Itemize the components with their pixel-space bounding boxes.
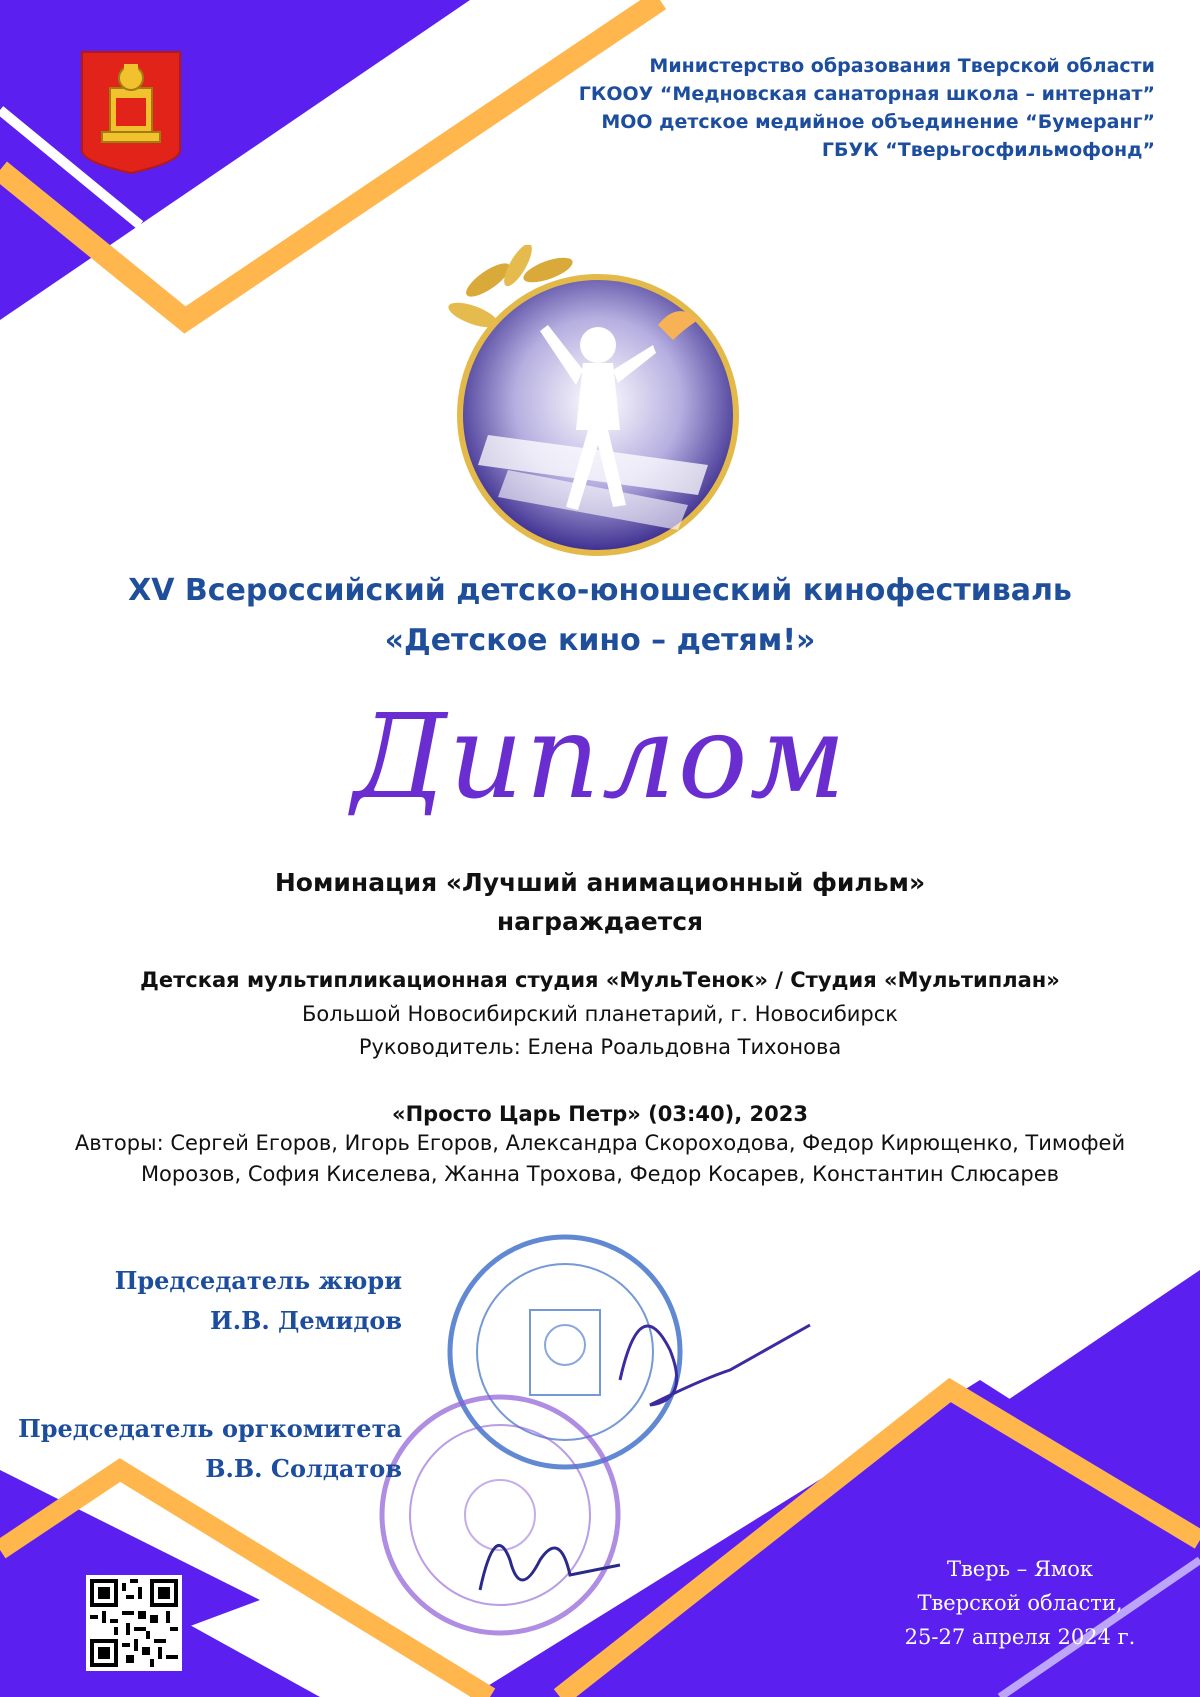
organization-line: ГКООУ “Медновская санаторная школа – интернат”	[578, 83, 1155, 105]
institution: Большой Новосибирский планетарий, г. Новосибирск	[302, 1002, 898, 1026]
festival-logo-icon	[448, 245, 758, 565]
supervisor: Руководитель: Елена Роальдовна Тихонова	[358, 1035, 842, 1059]
place-line1: Тверь – Ямок	[946, 1557, 1094, 1581]
place-line2: Тверской области,	[917, 1591, 1123, 1615]
film-title: «Просто Царь Петр» (03:40), 2023	[392, 1102, 808, 1126]
nomination: Номинация «Лучший анимационный фильм»	[274, 868, 926, 897]
tver-coat-of-arms-icon	[80, 50, 182, 175]
jury-signature	[620, 1325, 810, 1405]
event-dates: 25-27 апреля 2024 г.	[904, 1625, 1136, 1649]
diploma-title: Диплом	[352, 690, 848, 825]
authors-line1: Авторы: Сергей Егоров, Игорь Егоров, Александра Скороходова, Федор Кирющенко, Тимофей	[74, 1131, 1126, 1155]
jury-chair-name: И.В. Демидов	[210, 1306, 402, 1335]
stamps-and-signatures	[370, 1230, 830, 1650]
qr-code-icon[interactable]	[86, 1575, 182, 1671]
festival-title-line2: «Детское кино – детям!»	[384, 623, 816, 658]
place-and-date	[870, 1552, 1170, 1654]
awarded-label: награждается	[496, 907, 704, 936]
blue-stamp	[450, 1237, 680, 1467]
organizations-list	[455, 52, 1155, 164]
jury-chair-title: Председатель жюри	[114, 1266, 402, 1295]
organization-line: МОО детское медийное объединение “Бумеранг”	[601, 111, 1155, 133]
organization-line: Министерство образования Тверской области	[649, 55, 1155, 77]
purple-stamp	[382, 1397, 618, 1633]
organization-line: ГБУК “Тверьгосфильмофонд”	[821, 139, 1155, 161]
festival-title-line1: XV Всероссийский детско-юношеский кинофестиваль	[128, 573, 1072, 608]
orgcommittee-chair-name: В.В. Солдатов	[205, 1454, 402, 1483]
authors-line2: Морозов, София Киселева, Жанна Трохова, Федор Косарев, Константин Слюсарев	[140, 1162, 1060, 1186]
orgcommittee-chair-title: Председатель оргкомитета	[18, 1414, 402, 1443]
studio-name: Детская мультипликационная студия «МульТенок» / Студия «Мультиплан»	[140, 968, 1060, 992]
